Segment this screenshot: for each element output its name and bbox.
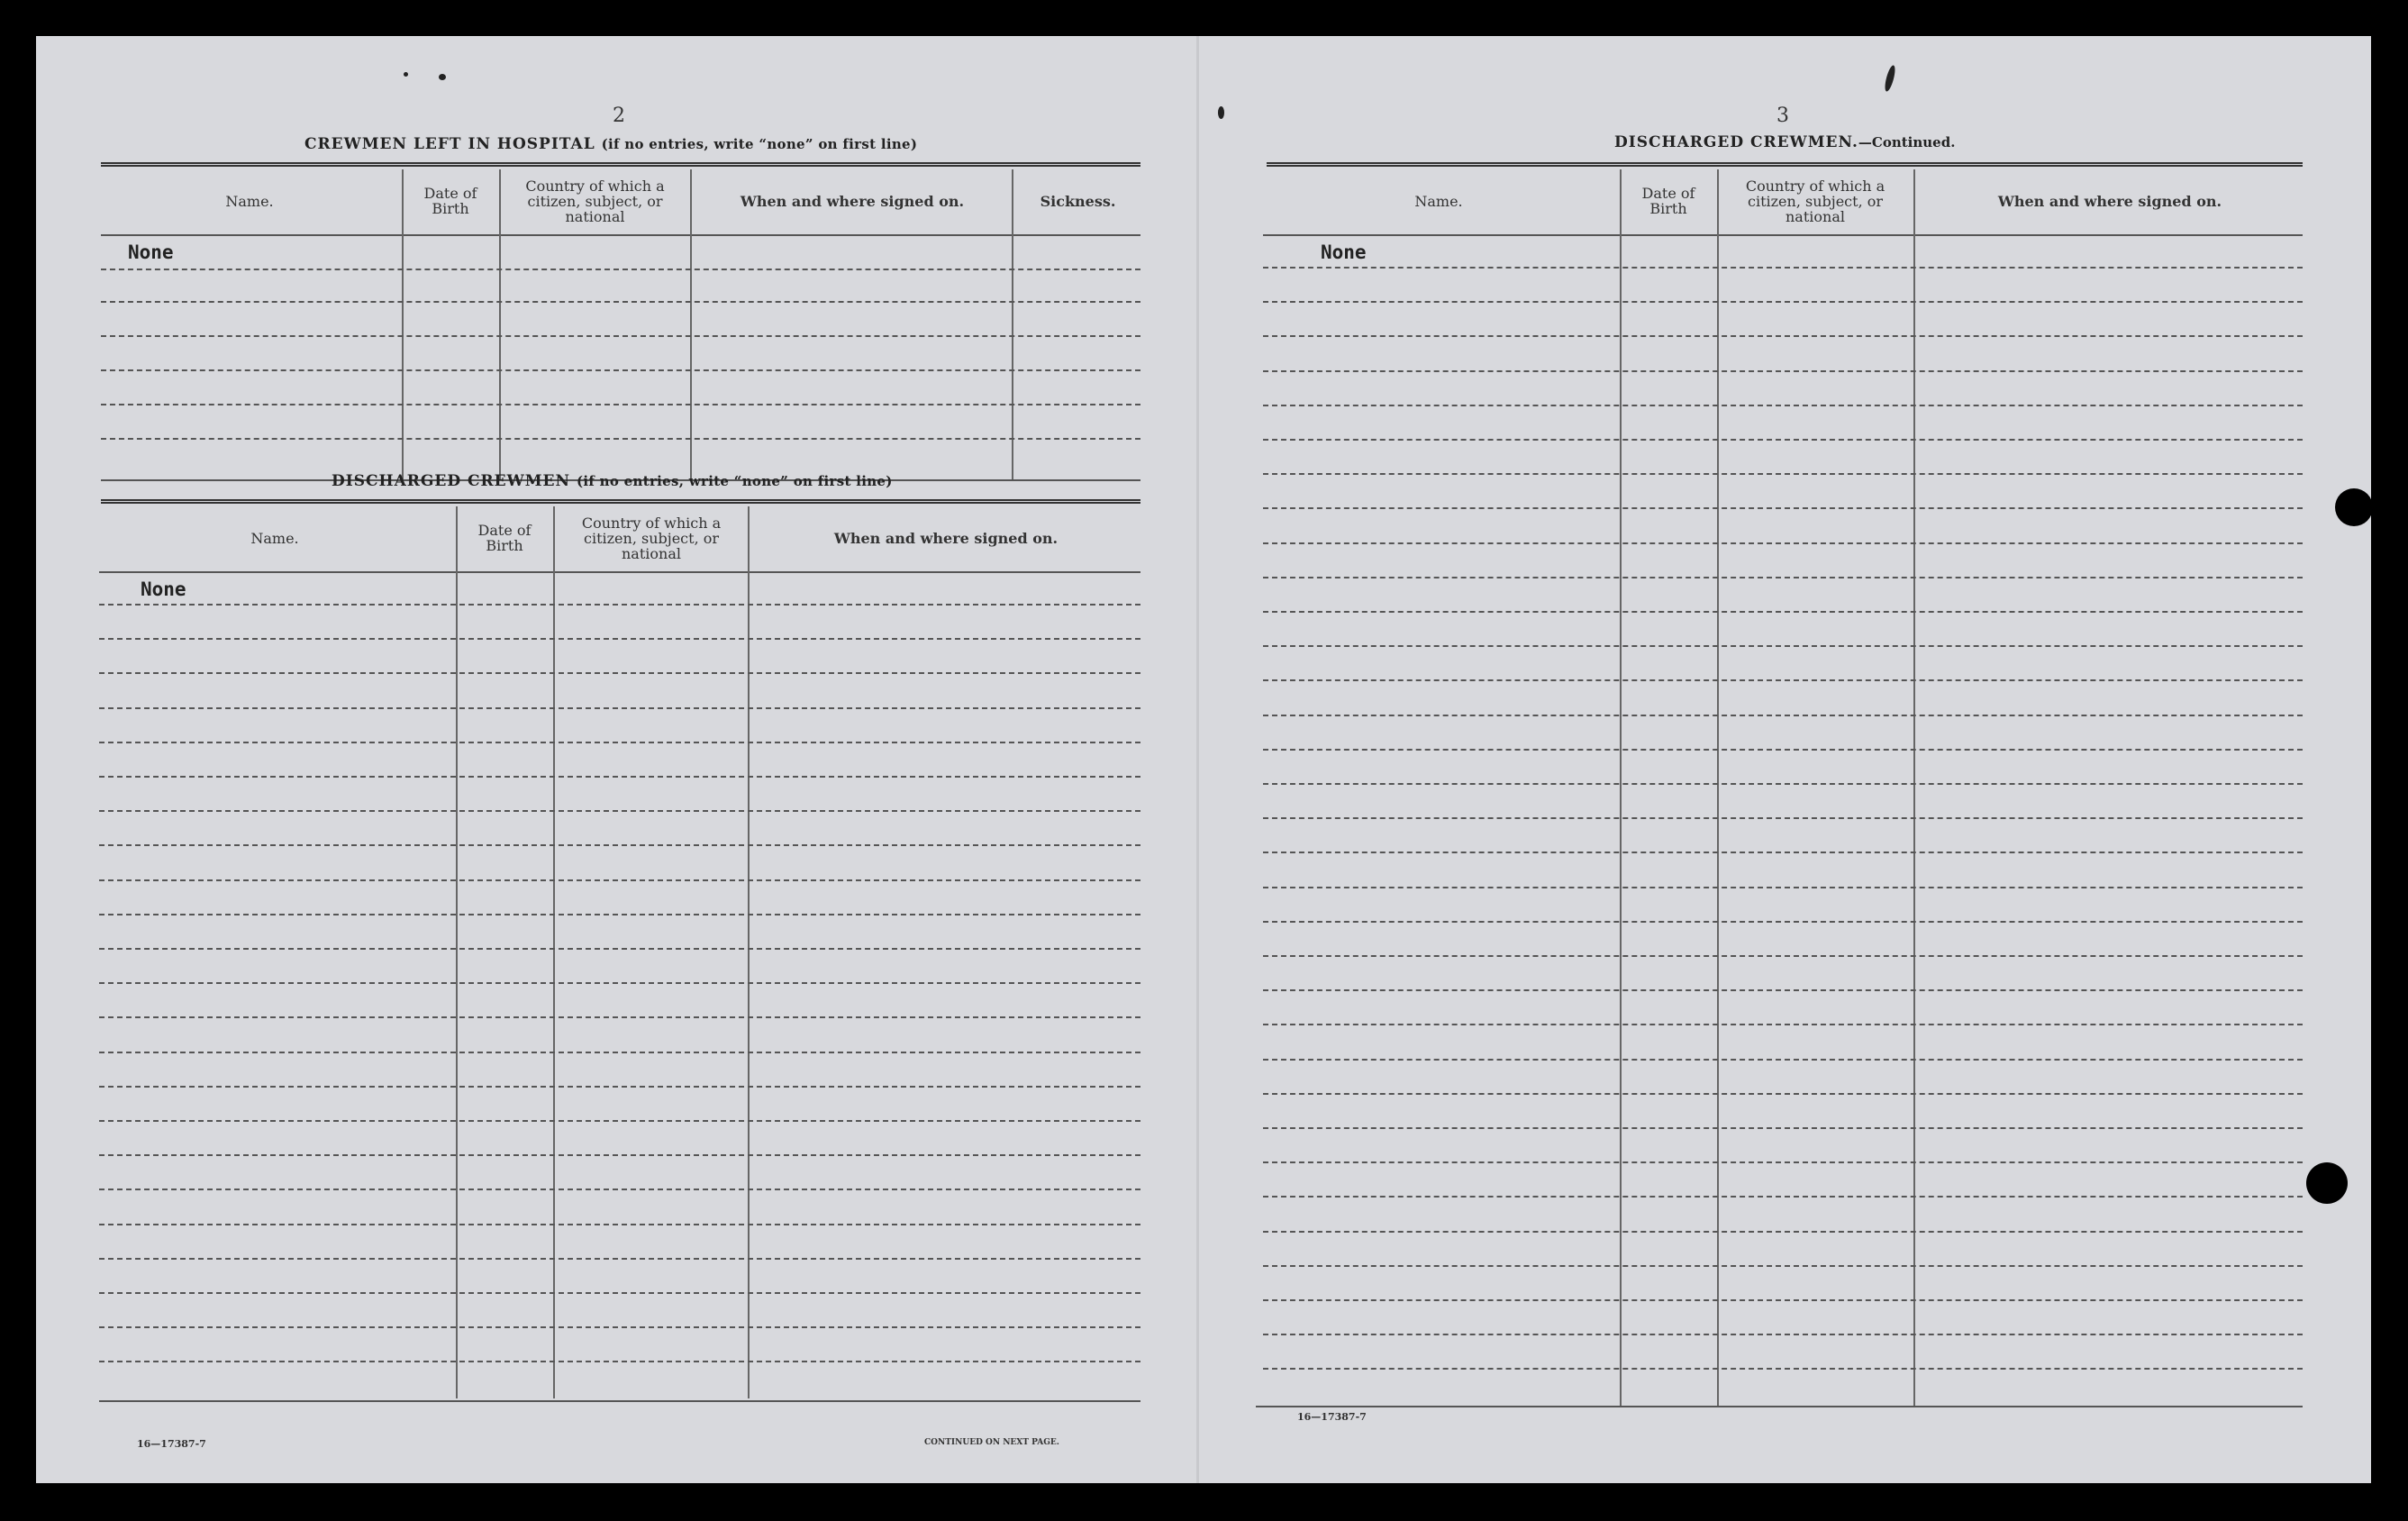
first-entry: None <box>1321 241 1367 263</box>
entry-line <box>1263 783 2303 785</box>
first-entry: None <box>141 578 186 600</box>
entry-line <box>1263 887 2303 888</box>
header-country: Country of which a citizen, subject, or national <box>525 177 665 225</box>
header-rule <box>99 571 1140 573</box>
entry-line <box>99 1154 1140 1156</box>
entry-line <box>99 707 1140 709</box>
discharged-continued-table <box>1263 169 2304 1449</box>
entry-line <box>1263 542 2303 544</box>
entry-line <box>99 1292 1140 1294</box>
entry-line <box>1263 1127 2303 1129</box>
continued-note: CONTINUED ON NEXT PAGE. <box>924 1438 1059 1447</box>
entry-line <box>1263 405 2303 406</box>
entry-line <box>99 604 1140 606</box>
entry-line <box>99 879 1140 881</box>
section-title-discharged <box>332 472 893 490</box>
entry-line <box>1263 1024 2303 1025</box>
entry-line <box>1263 301 2303 303</box>
entry-line <box>101 269 1140 270</box>
entry-line <box>1263 1265 2303 1267</box>
col-divider <box>499 169 501 481</box>
page-fold <box>1196 36 1199 1483</box>
entry-line <box>1263 749 2303 751</box>
entry-line <box>99 1189 1140 1190</box>
entry-line <box>99 948 1140 950</box>
entry-line <box>99 1120 1140 1122</box>
header-rule <box>1263 234 2303 236</box>
double-rule <box>1267 162 2303 167</box>
col-divider <box>1620 169 1622 1406</box>
ink-speck <box>1218 106 1224 119</box>
col-divider <box>748 506 750 1398</box>
entry-line <box>1263 645 2303 647</box>
entry-line <box>1263 335 2303 337</box>
entry-line <box>99 638 1140 640</box>
header-name: Name. <box>225 192 274 210</box>
entry-line <box>1263 1059 2303 1061</box>
entry-line <box>1263 1161 2303 1163</box>
entry-line <box>101 369 1140 371</box>
form-number: 16—17387-7 <box>137 1438 206 1450</box>
header-name: Name. <box>250 529 299 547</box>
entry-line <box>1263 715 2303 716</box>
entry-line <box>1263 1299 2303 1301</box>
entry-line <box>99 1224 1140 1225</box>
entry-line <box>1263 679 2303 681</box>
entry-line <box>99 810 1140 812</box>
double-rule <box>101 499 1140 504</box>
entry-line <box>1263 852 2303 853</box>
col-divider <box>553 506 555 1398</box>
header-country: Country of which a citizen, subject, or national <box>1745 177 1886 225</box>
discharged-table <box>99 506 1140 1440</box>
col-divider <box>690 169 692 481</box>
entry-line <box>1263 1334 2303 1335</box>
entry-line <box>1263 1196 2303 1198</box>
section-title-hospital <box>304 135 917 153</box>
entry-line <box>1263 577 2303 578</box>
header-when-where: When and where signed on. <box>833 529 1059 547</box>
page-number: 2 <box>613 105 625 127</box>
discharged-note: (if no entries, write “none” on first line) <box>576 473 893 489</box>
bottom-rule <box>99 1400 1140 1402</box>
discharged-title: DISCHARGED CREWMEN <box>332 472 571 490</box>
entry-line <box>99 1326 1140 1328</box>
entry-line <box>101 404 1140 405</box>
entry-line <box>1263 473 2303 475</box>
entry-line <box>99 1052 1140 1053</box>
entry-line <box>1263 439 2303 441</box>
section-title-discharged-continued <box>1614 133 1955 151</box>
header-rule <box>101 234 1140 236</box>
page-number: 3 <box>1776 105 1789 127</box>
entry-line <box>99 742 1140 743</box>
entry-line <box>99 776 1140 778</box>
header-when-where: When and where signed on. <box>740 192 965 210</box>
header-date-of-birth: Date of Birth <box>423 185 477 217</box>
entry-line <box>1263 611 2303 613</box>
punch-hole-top <box>2335 488 2373 526</box>
col-divider <box>1717 169 1719 1406</box>
entry-line <box>101 438 1140 440</box>
entry-line <box>101 301 1140 303</box>
entry-line <box>1263 507 2303 509</box>
entry-line <box>99 1016 1140 1018</box>
entry-line <box>101 335 1140 337</box>
double-rule <box>101 162 1140 167</box>
entry-line <box>1263 1093 2303 1095</box>
header-date-of-birth: Date of Birth <box>477 522 532 554</box>
hospital-table <box>101 169 1140 485</box>
entry-line <box>99 1086 1140 1088</box>
entry-line <box>1263 1231 2303 1233</box>
entry-line <box>99 982 1140 984</box>
entry-line <box>1263 817 2303 819</box>
entry-line <box>1263 989 2303 991</box>
form-number: 16—17387-7 <box>1297 1411 1367 1423</box>
hospital-note: (if no entries, write “none” on first line) <box>601 136 918 152</box>
discharged-title: DISCHARGED CREWMEN. <box>1614 133 1858 151</box>
entry-line <box>1263 267 2303 269</box>
entry-line <box>99 672 1140 674</box>
bottom-rule <box>1256 1406 2303 1407</box>
col-divider <box>1913 169 1915 1406</box>
col-divider <box>402 169 404 481</box>
entry-line <box>99 1258 1140 1260</box>
entry-line <box>1263 370 2303 372</box>
entry-line <box>99 1361 1140 1362</box>
entry-line <box>1263 921 2303 923</box>
header-when-where: When and where signed on. <box>1997 192 2222 210</box>
header-sickness: Sickness. <box>1040 192 1116 210</box>
ink-speck <box>404 72 408 77</box>
entry-line <box>1263 955 2303 957</box>
hospital-title: CREWMEN LEFT IN HOSPITAL <box>304 135 595 153</box>
header-name: Name. <box>1414 192 1463 210</box>
col-divider <box>456 506 458 1398</box>
continued-suffix: —Continued. <box>1858 134 1956 150</box>
first-entry: None <box>128 241 174 263</box>
header-date-of-birth: Date of Birth <box>1641 185 1695 217</box>
ink-speck <box>439 74 446 80</box>
punch-hole-bottom <box>2306 1162 2348 1204</box>
entry-line <box>99 844 1140 846</box>
header-country: Country of which a citizen, subject, or national <box>581 514 722 562</box>
col-divider <box>1012 169 1013 481</box>
entry-line <box>1263 1368 2303 1370</box>
entry-line <box>99 914 1140 915</box>
